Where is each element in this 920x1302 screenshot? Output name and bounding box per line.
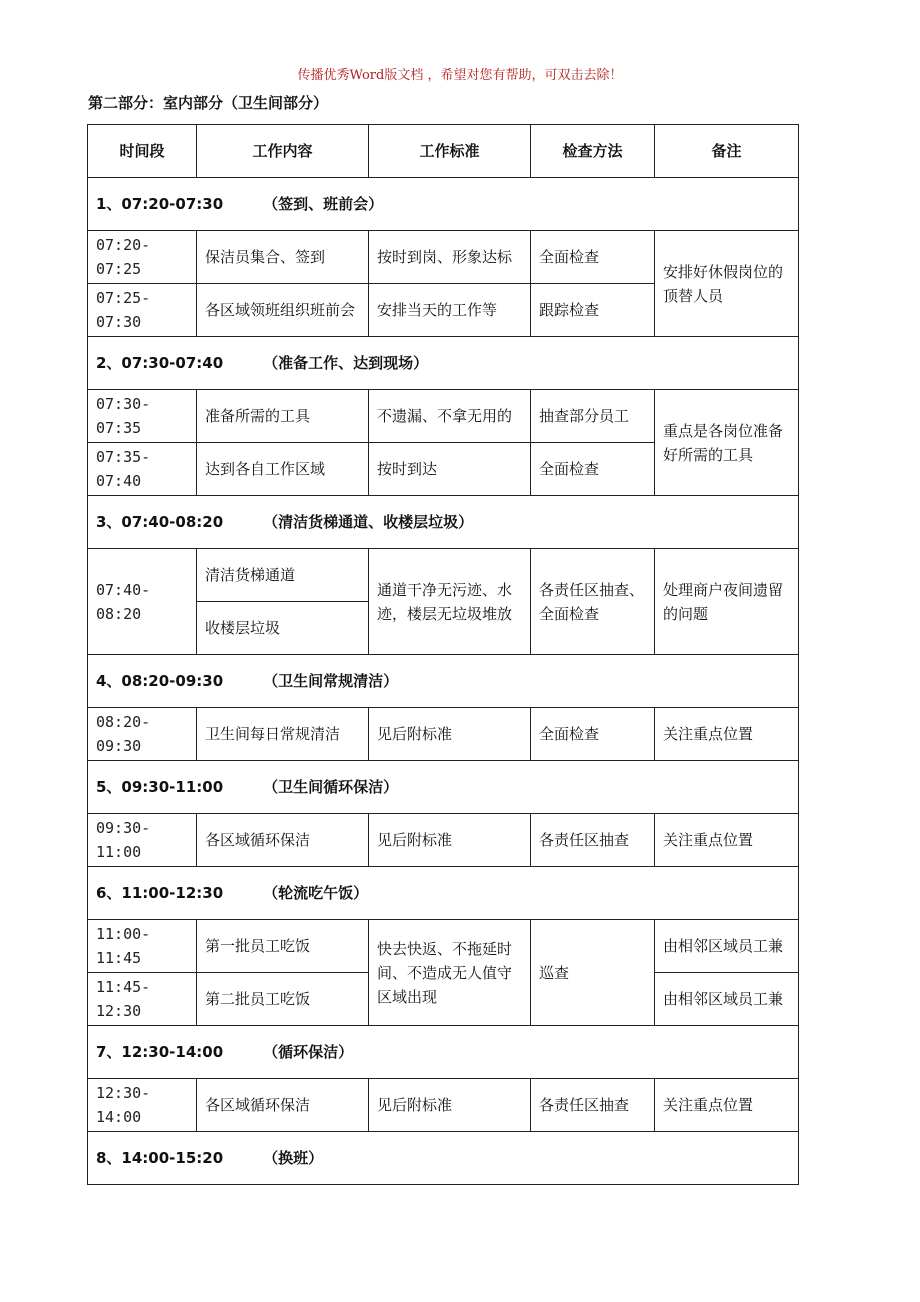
remark-cell: 关注重点位置 (655, 1079, 799, 1132)
stage-row (88, 867, 799, 920)
time-cell: 08:20-09:30 (88, 708, 197, 761)
time-cell: 07:30-07:35 (88, 390, 197, 443)
content-cell: 准备所需的工具 (197, 390, 369, 443)
standard-cell: 见后附标准 (369, 708, 531, 761)
column-header: 工作内容 (197, 125, 369, 178)
method-cell: 各责任区抽查 (531, 1079, 655, 1132)
time-cell: 07:25-07:30 (88, 284, 197, 337)
time-cell: 11:45-12:30 (88, 973, 197, 1026)
column-header: 备注 (655, 125, 799, 178)
content-cell: 收楼层垃圾 (197, 602, 369, 655)
stage-row (88, 1132, 799, 1185)
remark-cell: 安排好休假岗位的顶替人员 (655, 231, 799, 337)
method-cell: 各责任区抽查 (531, 814, 655, 867)
time-cell: 07:20-07:25 (88, 231, 197, 284)
column-header: 时间段 (88, 125, 197, 178)
standard-cell: 按时到岗、形象达标 (369, 231, 531, 284)
remark-cell: 重点是各岗位准备好所需的工具 (655, 390, 799, 496)
content-cell: 清洁货梯通道 (197, 549, 369, 602)
time-cell: 07:40-08:20 (88, 549, 197, 655)
watermark-notice: 传播优秀Word版文档 ，希望对您有帮助，可双击去除！ (297, 68, 623, 83)
standard-cell: 快去快返、不拖延时间、不造成无人值守区域出现 (369, 920, 531, 1026)
remark-cell: 由相邻区域员工兼 (655, 920, 799, 973)
content-cell: 卫生间每日常规清洁 (197, 708, 369, 761)
stage-row (88, 655, 799, 708)
standard-cell: 见后附标准 (369, 1079, 531, 1132)
table-row (88, 1079, 799, 1132)
table-row (88, 549, 799, 602)
stage-title: 8、14:00-15:20 （换班） (88, 1132, 799, 1185)
stage-title: 4、08:20-09:30 （卫生间常规清洁） (88, 655, 799, 708)
column-header: 检查方法 (531, 125, 655, 178)
time-cell: 09:30-11:00 (88, 814, 197, 867)
schedule-table (87, 124, 799, 1185)
standard-cell: 按时到达 (369, 443, 531, 496)
stage-row (88, 178, 799, 231)
stage-row (88, 496, 799, 549)
content-cell: 各区域循环保洁 (197, 814, 369, 867)
content-cell: 第一批员工吃饭 (197, 920, 369, 973)
remark-cell: 处理商户夜间遗留的问题 (655, 549, 799, 655)
table-row (88, 814, 799, 867)
remark-cell: 关注重点位置 (655, 708, 799, 761)
method-cell: 全面检查 (531, 443, 655, 496)
standard-cell: 通道干净无污迹、水迹，楼层无垃圾堆放 (369, 549, 531, 655)
content-cell: 各区域领班组织班前会 (197, 284, 369, 337)
remark-cell: 由相邻区域员工兼 (655, 973, 799, 1026)
table-row (88, 708, 799, 761)
table-row (88, 390, 799, 443)
standard-cell: 安排当天的工作等 (369, 284, 531, 337)
content-cell: 第二批员工吃饭 (197, 973, 369, 1026)
remark-cell: 关注重点位置 (655, 814, 799, 867)
stage-title: 1、07:20-07:30 （签到、班前会） (88, 178, 799, 231)
time-cell: 12:30-14:00 (88, 1079, 197, 1132)
stage-title: 3、07:40-08:20 （清洁货梯通道、收楼层垃圾） (88, 496, 799, 549)
table-header-row (88, 125, 799, 178)
stage-title: 5、09:30-11:00 （卫生间循环保洁） (88, 761, 799, 814)
table-row (88, 920, 799, 973)
table-row (88, 231, 799, 284)
stage-row (88, 1026, 799, 1079)
column-header: 工作标准 (369, 125, 531, 178)
method-cell: 跟踪检查 (531, 284, 655, 337)
stage-title: 7、12:30-14:00 （循环保洁） (88, 1026, 799, 1079)
method-cell: 全面检查 (531, 708, 655, 761)
time-cell: 07:35-07:40 (88, 443, 197, 496)
content-cell: 达到各自工作区域 (197, 443, 369, 496)
content-cell: 各区域循环保洁 (197, 1079, 369, 1132)
time-cell: 11:00-11:45 (88, 920, 197, 973)
standard-cell: 见后附标准 (369, 814, 531, 867)
method-cell: 各责任区抽查、全面检查 (531, 549, 655, 655)
content-cell: 保洁员集合、签到 (197, 231, 369, 284)
standard-cell: 不遗漏、不拿无用的 (369, 390, 531, 443)
method-cell: 抽查部分员工 (531, 390, 655, 443)
stage-title: 2、07:30-07:40 （准备工作、达到现场） (88, 337, 799, 390)
method-cell: 全面检查 (531, 231, 655, 284)
stage-row (88, 337, 799, 390)
section-title: 第二部分：室内部分（卫生间部分） (88, 94, 329, 112)
stage-title: 6、11:00-12:30 （轮流吃午饭） (88, 867, 799, 920)
method-cell: 巡查 (531, 920, 655, 1026)
stage-row (88, 761, 799, 814)
